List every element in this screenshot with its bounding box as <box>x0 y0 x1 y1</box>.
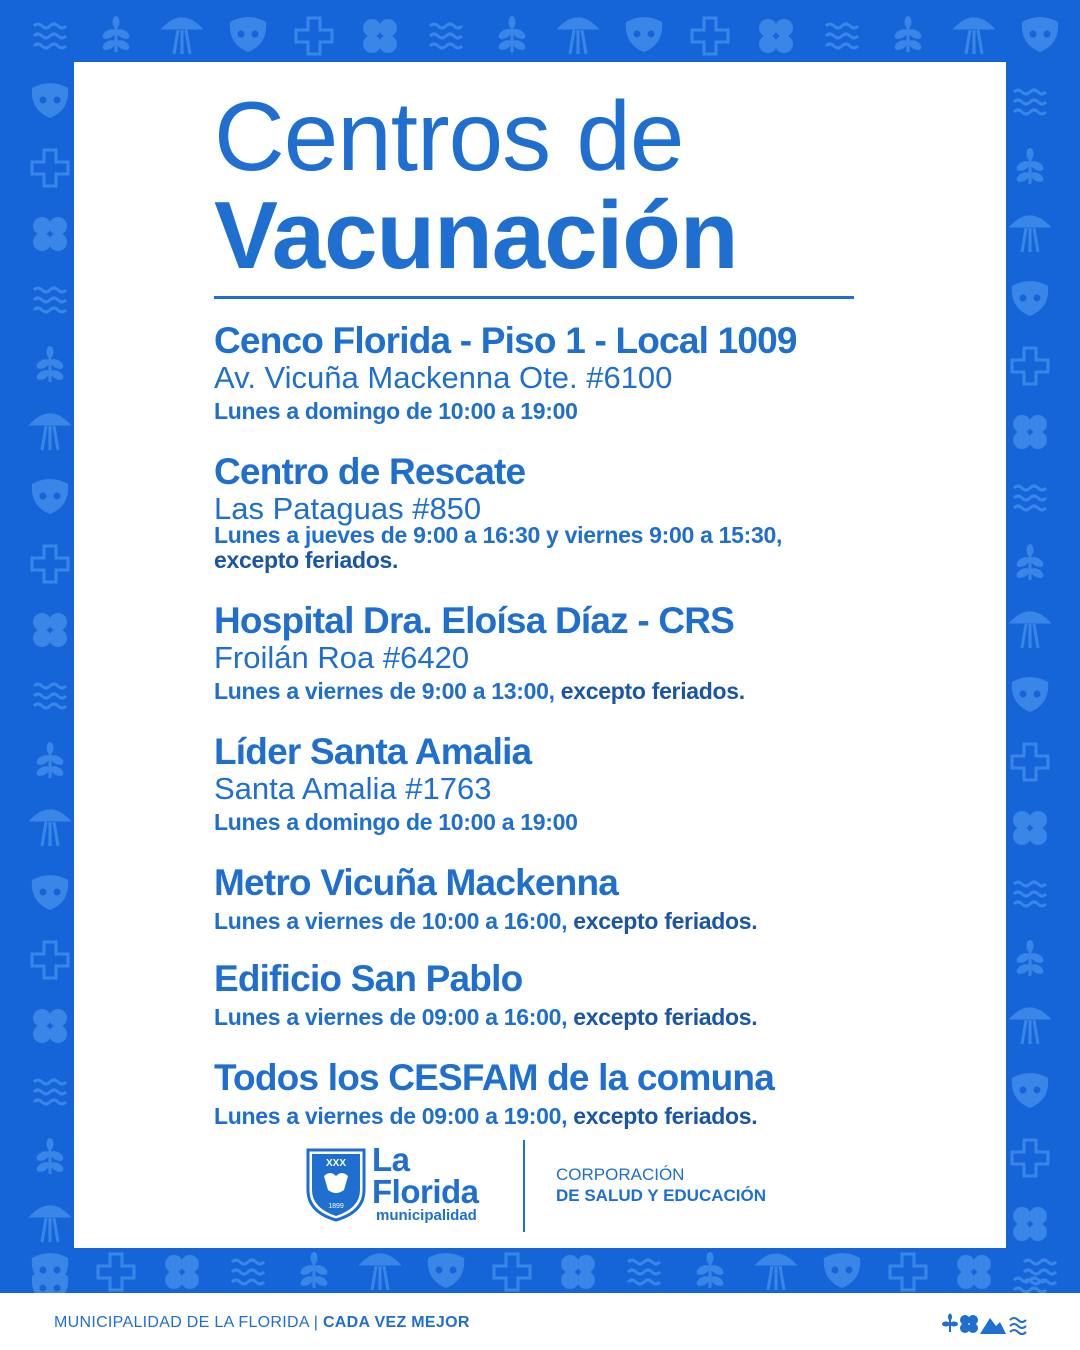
plant-icon <box>101 16 131 52</box>
tree-icon <box>32 1207 68 1242</box>
mask-icon <box>824 1253 860 1288</box>
plant-icon <box>942 1314 958 1333</box>
mask-icon <box>626 17 662 52</box>
flower-icon <box>561 1255 595 1289</box>
waves-icon <box>430 24 462 48</box>
plant-icon <box>35 1138 65 1174</box>
page-title-line2: Vacunación <box>214 182 738 289</box>
footer-icons <box>940 1312 1030 1336</box>
plant-icon <box>1015 148 1045 184</box>
center-item <box>214 600 994 705</box>
center-address: Froilán Roa #6420 <box>214 640 470 675</box>
tree-icon <box>560 19 596 54</box>
waves-icon <box>1014 882 1046 906</box>
tree-icon <box>32 415 68 450</box>
cross-icon <box>32 150 68 186</box>
cross-icon <box>32 942 68 978</box>
flower-icon <box>33 217 67 251</box>
center-address: Las Pataguas #850 <box>214 491 482 526</box>
flower-icon <box>1013 811 1047 845</box>
flower-icon <box>33 613 67 647</box>
logo-divider <box>523 1140 525 1232</box>
cross-icon <box>1012 1140 1048 1176</box>
page-title-line1: Centros de <box>214 81 684 191</box>
mask-icon <box>1012 1073 1048 1108</box>
flower-icon <box>960 1315 978 1333</box>
center-address: Santa Amalia #1763 <box>214 771 492 806</box>
center-name: Centro de Rescate <box>214 451 526 492</box>
waves-icon <box>34 1080 66 1104</box>
cross-icon <box>296 18 332 54</box>
center-item <box>214 862 994 935</box>
tree-icon <box>1012 613 1048 648</box>
flower-icon <box>165 1255 199 1289</box>
cross-icon <box>494 1254 530 1290</box>
corporation-label: CORPORACIÓN DE SALUD Y EDUCACIÓN <box>556 1165 767 1205</box>
plant-icon <box>1015 940 1045 976</box>
cross-icon <box>1012 744 1048 780</box>
footer-text: MUNICIPALIDAD DE LA FLORIDA | CADA VEZ MEJOR <box>54 1314 470 1331</box>
tree-icon <box>1012 217 1048 252</box>
cross-icon <box>32 546 68 582</box>
tree-icon <box>164 19 200 54</box>
center-name: Cenco Florida - Piso 1 - Local 1009 <box>214 320 797 361</box>
center-hours: Lunes a viernes de 10:00 a 16:00, excepto feriados. <box>214 908 758 934</box>
center-hours: Lunes a viernes de 09:00 a 16:00, excepto feriados. <box>214 1004 758 1030</box>
flower-icon <box>1013 1207 1047 1241</box>
flower-icon <box>957 1255 991 1289</box>
tree-icon <box>1012 1009 1048 1044</box>
center-item <box>214 958 994 1031</box>
center-item <box>214 451 994 573</box>
center-hours: Lunes a jueves de 9:00 a 16:30 y viernes 9:00 a 15:30, excepto feriados. <box>214 522 783 573</box>
tree-icon <box>758 1255 794 1290</box>
tree-icon <box>362 1255 398 1290</box>
waves-icon <box>1014 486 1046 510</box>
waves-icon <box>34 24 66 48</box>
content-card <box>74 62 1006 1248</box>
brand-wordmark: La Florida municipalidad <box>372 1141 479 1224</box>
center-address: Av. Vicuña Mackenna Ote. #6100 <box>214 360 673 395</box>
waves-icon <box>1024 1260 1056 1284</box>
center-name: Metro Vicuña Mackenna <box>214 862 619 903</box>
mask-icon <box>230 17 266 52</box>
flower-icon <box>1013 415 1047 449</box>
mask-icon <box>32 83 68 118</box>
center-item <box>214 1057 994 1130</box>
flower-icon <box>33 1009 67 1043</box>
center-name: Hospital Dra. Eloísa Díaz - CRS <box>214 600 735 641</box>
center-name: Líder Santa Amalia <box>214 731 532 772</box>
cross-icon <box>98 1254 134 1290</box>
center-item <box>214 731 994 836</box>
flower-icon <box>759 19 793 53</box>
svg-text:1899: 1899 <box>328 1203 344 1210</box>
waves-icon <box>34 684 66 708</box>
svg-text:XXX: XXX <box>325 1158 347 1169</box>
waves-icon <box>826 24 858 48</box>
tree-icon <box>956 19 992 54</box>
plant-icon <box>299 1252 329 1288</box>
waves-icon <box>232 1260 264 1284</box>
waves-icon <box>1014 90 1046 114</box>
mask-icon <box>1012 677 1048 712</box>
footer-left: MUNICIPALIDAD DE LA FLORIDA <box>54 1314 309 1331</box>
center-hours: Lunes a domingo de 10:00 a 19:00 <box>214 398 578 424</box>
center-name: Edificio San Pablo <box>214 958 523 999</box>
center-name: Todos los CESFAM de la comuna <box>214 1057 774 1098</box>
plant-icon <box>893 16 923 52</box>
waves-icon <box>628 1260 660 1284</box>
shield-icon <box>306 1146 366 1222</box>
flower-icon <box>363 19 397 53</box>
title-divider <box>214 296 854 299</box>
center-hours: Lunes a domingo de 10:00 a 19:00 <box>214 809 578 835</box>
plant-icon <box>695 1252 725 1288</box>
logo-area <box>306 1141 826 1234</box>
mask-icon <box>1022 17 1058 52</box>
center-item <box>214 320 994 425</box>
mountain-icon <box>980 1318 1006 1334</box>
tree-icon <box>32 811 68 846</box>
mask-icon <box>32 875 68 910</box>
center-hours: Lunes a viernes de 9:00 a 13:00, excepto feriados. <box>214 678 745 704</box>
cross-icon <box>692 18 728 54</box>
plant-icon <box>497 16 527 52</box>
waves-icon <box>1010 1318 1026 1334</box>
cross-icon <box>1012 348 1048 384</box>
center-hours: Lunes a viernes de 09:00 a 19:00, excepto feriados. <box>214 1103 758 1129</box>
cross-icon <box>890 1254 926 1290</box>
mask-icon <box>32 479 68 514</box>
plant-icon <box>35 346 65 382</box>
plant-icon <box>1015 544 1045 580</box>
mask-icon <box>428 1253 464 1288</box>
footer-slogan: CADA VEZ MEJOR <box>322 1314 470 1331</box>
waves-icon <box>34 288 66 312</box>
mask-icon <box>1012 281 1048 316</box>
plant-icon <box>35 742 65 778</box>
